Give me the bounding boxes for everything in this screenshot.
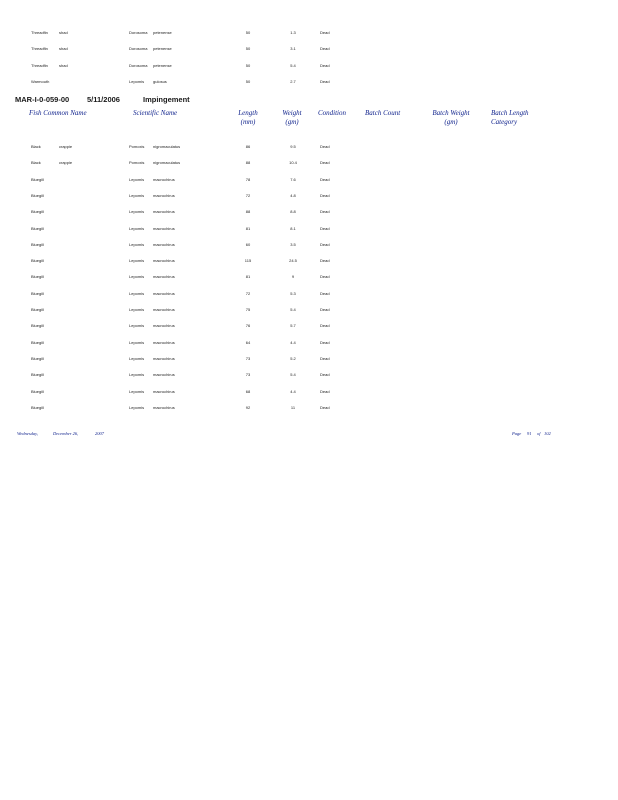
cell-genus: Lepomis (129, 339, 145, 345)
cell-condition: Dead (320, 160, 330, 166)
cell-species: macrochirus (153, 355, 175, 361)
header-batch-length-category (491, 109, 529, 127)
cell-condition: Dead (320, 388, 330, 394)
section-type: Impingement (143, 95, 190, 104)
cell-condition: Dead (320, 144, 330, 149)
cell-length: 92 (245, 404, 251, 410)
cell-species: macrochirus (153, 307, 175, 312)
header-batch-weight-unit: (gm) (444, 118, 458, 126)
table-row (0, 256, 618, 266)
cell-weight: 8.1 (290, 225, 296, 231)
footer-page-label: Page (512, 431, 522, 436)
table-row (0, 28, 618, 38)
cell-condition: Dead (320, 372, 330, 378)
cell-common-name: Bluegill (31, 388, 44, 394)
header-weight-label: Weight (282, 109, 302, 117)
table-row (0, 305, 618, 315)
cell-common-name: Warmouth (31, 78, 50, 84)
header-weight (278, 109, 306, 127)
cell-species: petenense (153, 62, 172, 68)
table-row (0, 175, 618, 185)
cell-weight: 10.4 (289, 160, 297, 166)
footer-year: 2007 (95, 431, 104, 436)
cell-common-name: Bluegill (31, 192, 44, 198)
cell-genus: Pomoxis (129, 144, 145, 149)
cell-condition: Dead (320, 323, 330, 329)
cell-common-name: Bluegill (31, 323, 44, 329)
header-scientific-name: Scientific Name (133, 109, 178, 117)
cell-length: 88 (245, 160, 251, 166)
header-batch-length-category-label: Category (491, 118, 518, 126)
cell-length: 81 (245, 274, 251, 280)
cell-weight: 2.7 (290, 78, 296, 84)
cell-genus: Lepomis (129, 209, 145, 215)
cell-weight: 8.8 (290, 209, 296, 215)
cell-length: 76 (245, 323, 251, 329)
cell-condition: Dead (320, 176, 330, 182)
cell-common-name: Black (31, 144, 41, 149)
table-row (0, 321, 618, 331)
table-row (0, 224, 618, 234)
cell-species: macrochirus (153, 290, 175, 296)
cell-length: 50 (245, 30, 251, 35)
table-row (0, 158, 618, 168)
cell-weight: 5.4 (290, 372, 296, 378)
cell-condition: Dead (320, 209, 330, 215)
cell-common-name: Bluegill (31, 290, 44, 296)
cell-genus: Lepomis (129, 372, 145, 378)
cell-genus: Dorosoma (129, 46, 148, 52)
cell-genus: Lepomis (129, 323, 145, 329)
header-batch-length-label: Batch Length (491, 109, 529, 117)
table-row (0, 142, 618, 152)
table-row (0, 240, 618, 250)
cell-weight: 3.1 (290, 46, 296, 52)
table-row (0, 338, 618, 348)
cell-genus: Lepomis (129, 78, 145, 84)
cell-condition: Dead (320, 274, 330, 280)
cell-weight: 9 (291, 274, 295, 280)
cell-weight: 4.4 (290, 388, 296, 394)
cell-species: macrochirus (153, 274, 175, 280)
cell-species: macrochirus (153, 404, 175, 410)
cell-common-name: Bluegill (31, 241, 44, 247)
cell-species: macrochirus (153, 258, 175, 264)
cell-weight: 5.7 (290, 323, 296, 329)
cell-genus: Lepomis (129, 290, 145, 296)
cell-species: nigromaculatus (153, 160, 181, 166)
cell-species: macrochirus (153, 323, 175, 329)
cell-length: 64 (245, 339, 251, 345)
header-weight-unit: (gm) (285, 118, 299, 126)
cell-weight: 4.4 (290, 339, 296, 345)
cell-species: macrochirus (153, 388, 175, 394)
cell-weight: 11 (290, 404, 296, 410)
cell-condition: Dead (320, 78, 330, 84)
header-length-unit: (mm) (240, 118, 256, 126)
cell-weight: 24.5 (289, 258, 297, 264)
cell-common-name: Black (31, 160, 41, 166)
cell-common-name: Threadfin (31, 62, 48, 68)
cell-length: 78 (245, 176, 251, 182)
table-row (0, 207, 618, 217)
cell-common-name-2: shad (59, 30, 68, 35)
cell-species: macrochirus (153, 372, 175, 378)
table-row (0, 44, 618, 54)
cell-length: 72 (245, 290, 251, 296)
cell-genus: Lepomis (129, 241, 145, 247)
footer-of-label: of (537, 431, 541, 436)
cell-species: macrochirus (153, 209, 175, 215)
table-row (0, 370, 618, 380)
cell-condition: Dead (320, 404, 330, 410)
cell-length: 86 (245, 144, 251, 149)
footer-page-number: 91 (527, 431, 532, 436)
cell-weight: 5.3 (290, 290, 296, 296)
cell-condition: Dead (320, 339, 330, 345)
cell-common-name-2: shad (59, 62, 68, 68)
cell-genus: Lepomis (129, 355, 145, 361)
cell-common-name-2: shad (59, 46, 68, 52)
cell-common-name: Bluegill (31, 404, 44, 410)
cell-species: macrochirus (153, 176, 175, 182)
cell-length: 60 (245, 241, 251, 247)
cell-condition: Dead (320, 30, 330, 35)
table-row (0, 403, 618, 413)
cell-common-name: Bluegill (31, 339, 44, 345)
cell-common-name: Bluegill (31, 209, 44, 215)
section-id: MAR-I-0-059-00 (15, 95, 70, 104)
cell-common-name: Bluegill (31, 225, 44, 231)
footer-page-total: 102 (544, 431, 551, 436)
cell-common-name: Bluegill (31, 274, 44, 280)
cell-species: macrochirus (153, 339, 175, 345)
cell-genus: Lepomis (129, 388, 145, 394)
cell-weight: 7.6 (290, 176, 296, 182)
cell-weight: 9.5 (290, 144, 296, 149)
cell-common-name: Bluegill (31, 355, 44, 361)
cell-genus: Lepomis (129, 225, 145, 231)
cell-common-name: Bluegill (31, 176, 44, 182)
cell-length: 72 (245, 192, 251, 198)
header-batch-count: Batch Count (365, 109, 401, 117)
cell-length: 50 (245, 78, 251, 84)
table-row (0, 354, 618, 364)
cell-condition: Dead (320, 192, 330, 198)
table-row (0, 272, 618, 282)
section-date: 5/11/2006 (87, 95, 120, 104)
header-batch-weight-label: Batch Weight (432, 109, 470, 117)
cell-species: nigromaculatus (153, 144, 181, 149)
cell-length: 115 (244, 258, 252, 264)
cell-weight: 5.4 (290, 307, 296, 312)
header-condition: Condition (318, 109, 347, 117)
cell-weight: 3.5 (290, 241, 296, 247)
cell-species: macrochirus (153, 225, 175, 231)
cell-genus: Lepomis (129, 258, 145, 264)
cell-length: 68 (245, 388, 251, 394)
cell-common-name: Threadfin (31, 30, 48, 35)
cell-genus: Lepomis (129, 404, 145, 410)
header-length (234, 109, 262, 127)
cell-length: 88 (245, 209, 251, 215)
cell-species: petenense (153, 30, 172, 35)
cell-condition: Dead (320, 225, 330, 231)
table-row (0, 289, 618, 299)
cell-genus: Pomoxis (129, 160, 145, 166)
cell-common-name: Bluegill (31, 372, 44, 378)
cell-condition: Dead (320, 241, 330, 247)
cell-condition: Dead (320, 355, 330, 361)
cell-length: 75 (245, 307, 251, 312)
cell-length: 50 (245, 62, 251, 68)
footer-weekday: Wednesday, (17, 431, 38, 436)
cell-common-name-2: crappie (59, 144, 73, 149)
cell-genus: Lepomis (129, 274, 145, 280)
cell-species: macrochirus (153, 241, 175, 247)
footer-month-day: December 26, (53, 431, 79, 436)
table-row (0, 77, 618, 87)
table-row (0, 61, 618, 71)
cell-species: gulosus (153, 78, 167, 84)
cell-condition: Dead (320, 290, 330, 296)
cell-length: 73 (245, 355, 251, 361)
table-row (0, 387, 618, 397)
cell-genus: Lepomis (129, 176, 145, 182)
cell-weight: 5.2 (290, 355, 296, 361)
cell-condition: Dead (320, 258, 330, 264)
cell-condition: Dead (320, 46, 330, 52)
header-fish-common-name: Fish Common Name (29, 109, 87, 117)
cell-weight: 1.3 (290, 30, 296, 35)
cell-condition: Dead (320, 307, 330, 312)
cell-condition: Dead (320, 62, 330, 68)
cell-common-name: Bluegill (31, 307, 44, 312)
cell-common-name: Threadfin (31, 46, 48, 52)
cell-genus: Dorosoma (129, 30, 148, 35)
header-batch-weight (428, 109, 474, 127)
cell-length: 50 (245, 46, 251, 52)
cell-common-name-2: crappie (59, 160, 73, 166)
cell-weight: 5.4 (290, 62, 296, 68)
cell-common-name: Bluegill (31, 258, 44, 264)
cell-weight: 4.8 (290, 192, 296, 198)
cell-genus: Dorosoma (129, 62, 148, 68)
header-length-label: Length (238, 109, 258, 117)
cell-length: 81 (245, 225, 251, 231)
cell-genus: Lepomis (129, 192, 145, 198)
cell-length: 73 (245, 372, 251, 378)
cell-species: petenense (153, 46, 172, 52)
cell-genus: Lepomis (129, 307, 145, 312)
cell-species: macrochirus (153, 192, 175, 198)
table-row (0, 191, 618, 201)
